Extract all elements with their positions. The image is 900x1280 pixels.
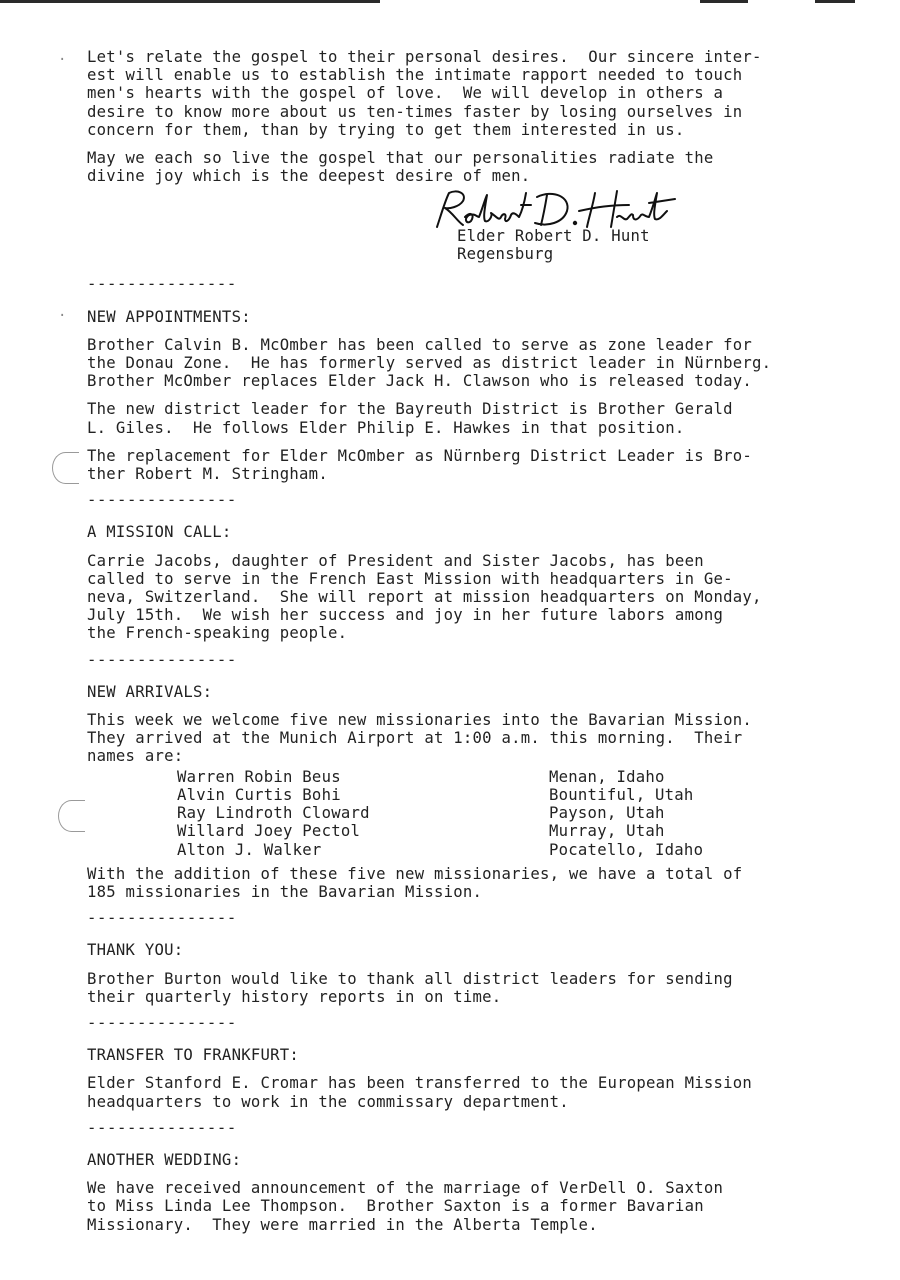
text-line: This week we welcome five new missionaries into the Bavarian Mission. <box>87 711 753 730</box>
list-item <box>177 804 867 822</box>
text-line: July 15th. We wish her success and joy in her future labors among <box>87 606 724 625</box>
missionary-list <box>177 768 867 859</box>
text-line: 185 missionaries in the Bavarian Mission. <box>87 882 483 901</box>
text-line: The new district leader for the Bayreuth District is Brother Gerald <box>87 400 733 419</box>
transfer-paragraph <box>87 1074 867 1110</box>
text-line: Carrie Jacobs, daughter of President and Sister Jacobs, has been <box>87 551 704 570</box>
intro-paragraph-1 <box>87 48 867 139</box>
text-line: We have received announcement of the marriage of VerDell O. Saxton <box>87 1179 724 1198</box>
text-line: est will enable us to establish the intimate rapport needed to touch <box>87 66 743 85</box>
section-heading-new-appointments: NEW APPOINTMENTS: <box>87 307 251 326</box>
text-line: their quarterly history reports in on time. <box>87 987 502 1006</box>
list-item <box>177 786 867 804</box>
signature-block <box>457 189 867 267</box>
missionary-name: Willard Joey Pectol <box>177 822 361 841</box>
section-heading-new-arrivals: NEW ARRIVALS: <box>87 682 213 701</box>
signer-name: Elder Robert D. Hunt <box>457 227 650 246</box>
handwritten-signature <box>427 187 687 231</box>
missionary-name: Alton J. Walker <box>177 840 322 859</box>
missionary-hometown: Menan, Idaho <box>549 767 665 786</box>
text-line: Brother McOmber replaces Elder Jack H. Clawson who is released today. <box>87 372 753 391</box>
section-heading-thank-you: THANK YOU: <box>87 941 184 960</box>
text-line: men's hearts with the gospel of love. We will develop in others a <box>87 84 724 103</box>
section-heading-transfer: TRANSFER TO FRANKFURT: <box>87 1046 300 1065</box>
text-line: the French-speaking people. <box>87 624 348 643</box>
text-line: They arrived at the Munich Airport at 1:00 a.m. this morning. Their <box>87 729 743 748</box>
arrivals-paragraph-1 <box>87 711 867 766</box>
signer-location: Regensburg <box>457 245 554 264</box>
section-divider: --------------- <box>87 650 237 669</box>
text-line: concern for them, than by trying to get them interested in us. <box>87 120 685 139</box>
text-line: Brother Burton would like to thank all district leaders for sending <box>87 969 733 988</box>
mission-call-paragraph <box>87 552 867 643</box>
missionary-hometown: Pocatello, Idaho <box>549 840 704 859</box>
section-heading-mission-call: A MISSION CALL: <box>87 523 232 542</box>
section-divider: --------------- <box>87 1013 237 1032</box>
text-line: divine joy which is the deepest desire of men. <box>87 167 531 186</box>
section-divider: --------------- <box>87 909 237 928</box>
section-heading-another-wedding: ANOTHER WEDDING: <box>87 1150 242 1169</box>
text-line: names are: <box>87 747 184 766</box>
text-line: May we each so live the gospel that our personalities radiate the <box>87 149 714 168</box>
list-item <box>177 841 867 859</box>
text-line: The replacement for Elder McOmber as Nürnberg District Leader is Bro- <box>87 446 753 465</box>
missionary-name: Warren Robin Beus <box>177 767 341 786</box>
text-line: the Donau Zone. He has formerly served as district leader in Nürnberg. <box>87 354 772 373</box>
missionary-name: Alvin Curtis Bohi <box>177 785 341 804</box>
punch-hole-mark <box>52 452 79 484</box>
text-line: to Miss Linda Lee Thompson. Brother Saxton is a former Bavarian <box>87 1197 704 1216</box>
missionary-hometown: Payson, Utah <box>549 804 665 823</box>
section-divider: --------------- <box>87 1118 237 1137</box>
appointments-paragraph-3 <box>87 447 867 483</box>
section-divider: --------------- <box>87 491 237 510</box>
intro-paragraph-2 <box>87 149 867 185</box>
thanks-paragraph <box>87 970 867 1006</box>
margin-dot: · <box>58 308 67 324</box>
text-line: desire to know more about us ten-times faster by losing ourselves in <box>87 102 743 121</box>
appointments-paragraph-2 <box>87 400 867 436</box>
text-line: headquarters to work in the commissary department. <box>87 1092 569 1111</box>
text-line: called to serve in the French East Mission with headquarters in Ge- <box>87 569 733 588</box>
text-line: Missionary. They were married in the Alberta Temple. <box>87 1215 598 1234</box>
list-item <box>177 768 867 786</box>
missionary-hometown: Bountiful, Utah <box>549 785 694 804</box>
text-line: Let's relate the gospel to their personal desires. Our sincere inter- <box>87 48 762 66</box>
text-line: ther Robert M. Stringham. <box>87 465 328 484</box>
text-line: L. Giles. He follows Elder Philip E. Hawkes in that position. <box>87 418 685 437</box>
text-line: Brother Calvin B. McOmber has been called to serve as zone leader for <box>87 335 753 354</box>
arrivals-paragraph-2 <box>87 865 867 901</box>
typewritten-page <box>87 48 867 1234</box>
text-line: neva, Switzerland. She will report at mission headquarters on Monday, <box>87 588 762 607</box>
text-line: Elder Stanford E. Cromar has been transferred to the European Mission <box>87 1074 753 1093</box>
wedding-paragraph <box>87 1179 867 1234</box>
appointments-paragraph-1 <box>87 336 867 391</box>
margin-dot: · <box>58 52 67 68</box>
list-item <box>177 822 867 840</box>
missionary-name: Ray Lindroth Cloward <box>177 804 370 823</box>
section-divider: --------------- <box>87 275 237 294</box>
missionary-hometown: Murray, Utah <box>549 822 665 841</box>
text-line: With the addition of these five new missionaries, we have a total of <box>87 864 743 883</box>
scan-top-edge <box>0 0 900 4</box>
punch-hole-mark <box>58 800 85 832</box>
